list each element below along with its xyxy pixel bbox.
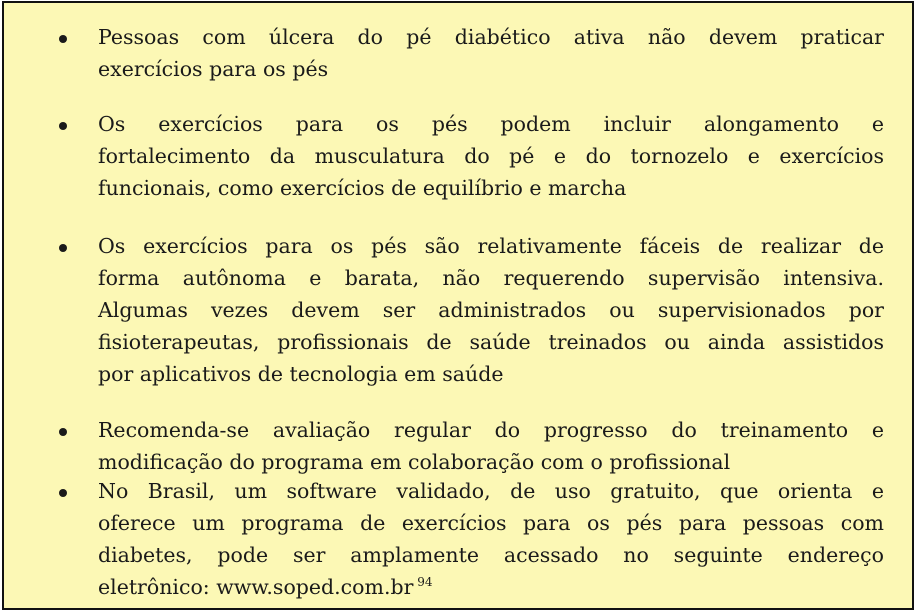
bullet-icon [59, 428, 67, 436]
text-line: Algumas vezes devem ser administrados ou supervisionados por [98, 298, 884, 322]
list-item-text [98, 475, 884, 603]
text-line: exercícios para os pés [98, 57, 329, 81]
bullet-icon [59, 489, 67, 497]
text-line: forma autônoma e barata, não requerendo supervisão intensiva. [98, 266, 884, 290]
reference-superscript: 94 [413, 575, 433, 590]
text-line: Os exercícios para os pés são relativamente fáceis de realizar de [98, 234, 884, 258]
text-line: funcionais, como exercícios de equilíbrio e marcha [98, 176, 627, 200]
bullet-icon [59, 122, 67, 130]
text-line: oferece um programa de exercícios para os pés para pessoas com [98, 511, 884, 535]
list-item-text [98, 21, 884, 85]
text-line: por aplicativos de tecnologia em saúde [98, 362, 504, 386]
bullet-icon [59, 244, 67, 252]
bullet-icon [59, 35, 67, 43]
text-line: fortalecimento da musculatura do pé e do tornozelo e exercícios [98, 144, 884, 168]
text-line: No Brasil, um software validado, de uso gratuito, que orienta e [98, 479, 884, 503]
info-box [2, 1, 914, 610]
list-item-text [98, 108, 884, 204]
text-line-content: eletrônico: www.soped.com.br [98, 575, 414, 599]
text-line: modificação do programa em colaboração com o profissional [98, 450, 731, 474]
text-line: Pessoas com úlcera do pé diabético ativa não devem praticar [98, 25, 884, 49]
text-line: fisioterapeutas, profissionais de saúde treinados ou ainda assistidos [98, 330, 884, 354]
text-line [98, 571, 884, 603]
list-item-text [98, 230, 884, 390]
text-line: Os exercícios para os pés podem incluir alongamento e [98, 112, 884, 136]
list-item-text [98, 414, 884, 478]
text-line: diabetes, pode ser amplamente acessado no seguinte endereço [98, 543, 884, 567]
text-line: Recomenda-se avaliação regular do progresso do treinamento e [98, 418, 884, 442]
